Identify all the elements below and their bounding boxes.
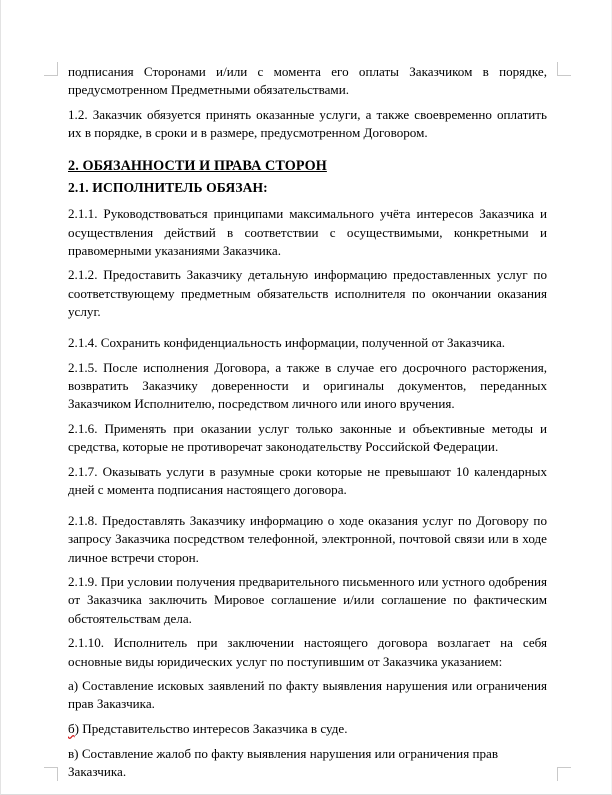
para-2-1-1: 2.1.1. Руководствоваться принципами максимального учёта интересов Заказчика и осуществления действий в соответствии с осуществимыми, конкретными и правомерными указаниями Заказчика.: [68, 206, 547, 258]
list-item-a: а) Составление исковых заявлений по факту выявления нарушения или ограничения прав Заказчика.: [68, 678, 547, 712]
margin-marker-bottom-right: [557, 768, 570, 781]
heading-section-2: 2. ОБЯЗАННОСТИ И ПРАВА СТОРОН: [68, 158, 327, 175]
para-2-1-4: 2.1.4. Сохранить конфиденциальность информации, полученной от Заказчика.: [68, 335, 506, 351]
document-text-body: [68, 63, 547, 781]
para-2-1-5: 2.1.5. После исполнения Договора, а также в случае его досрочного расторжения, возвратить Заказчику доверенности и оригиналы документов, переданных Заказчиком Исполнителю, посредством личного или иного вручения.: [68, 359, 547, 412]
spellcheck-misspelling[interactable]: б: [68, 721, 75, 737]
para-1-1-continuation: подписания Сторонами и/или с момента его оплаты Заказчиком в порядке, предусмотренном Предметными обязательствами.: [68, 64, 547, 98]
margin-marker-bottom-left: [45, 768, 58, 781]
margin-marker-top-right: [557, 62, 570, 75]
para-2-1-9: 2.1.9. При условии получения предварительного письменного или устного одобрения от Заказчика заключить Мировое соглашение и/или соглашение по фактическим обстоятельствам дела.: [68, 574, 547, 626]
paragraph-text: ) Представительство интересов Заказчика в суде.: [74, 721, 348, 737]
para-2-1-10: 2.1.10. Исполнитель при заключении настоящего договора возлагает на себя основные виды юридических услуг по поступившим от Заказчика указанием:: [68, 635, 547, 669]
list-item-b: [68, 720, 547, 738]
list-item-v: в) Составление жалоб по факту выявления нарушения или ограничения прав Заказчика.: [68, 745, 499, 780]
para-2-1-7: 2.1.7. Оказывать услуги в разумные сроки которые не превышают 10 календарных дней с момента подписания настоящего договора.: [68, 463, 547, 497]
heading-2-1: 2.1. ИСПОЛНИТЕЛЬ ОБЯЗАН:: [68, 180, 268, 196]
margin-marker-top-left: [45, 62, 58, 75]
para-2-1-8: 2.1.8. Предоставлять Заказчику информацию о ходе оказания услуг по Договору по запросу Заказчика посредством телефонной, электронной, почтовой связи или в ходе личное встречи сторон.: [68, 513, 547, 565]
para-2-1-6: 2.1.6. Применять при оказании услуг только законные и объективные методы и средства, которые не противоречат законодательству Российской Федерации.: [68, 420, 547, 455]
para-1-2: 1.2. Заказчик обязуется принять оказанные услуги, а также своевременно оплатить их в порядке, в сроки и в размере, предусмотренном Договором.: [68, 106, 547, 141]
para-2-1-2: 2.1.2. Предоставить Заказчику детальную информацию предоставленных услуг по соответствующему предметным обязательств исполнителя по окончании оказания услуг.: [68, 267, 547, 319]
